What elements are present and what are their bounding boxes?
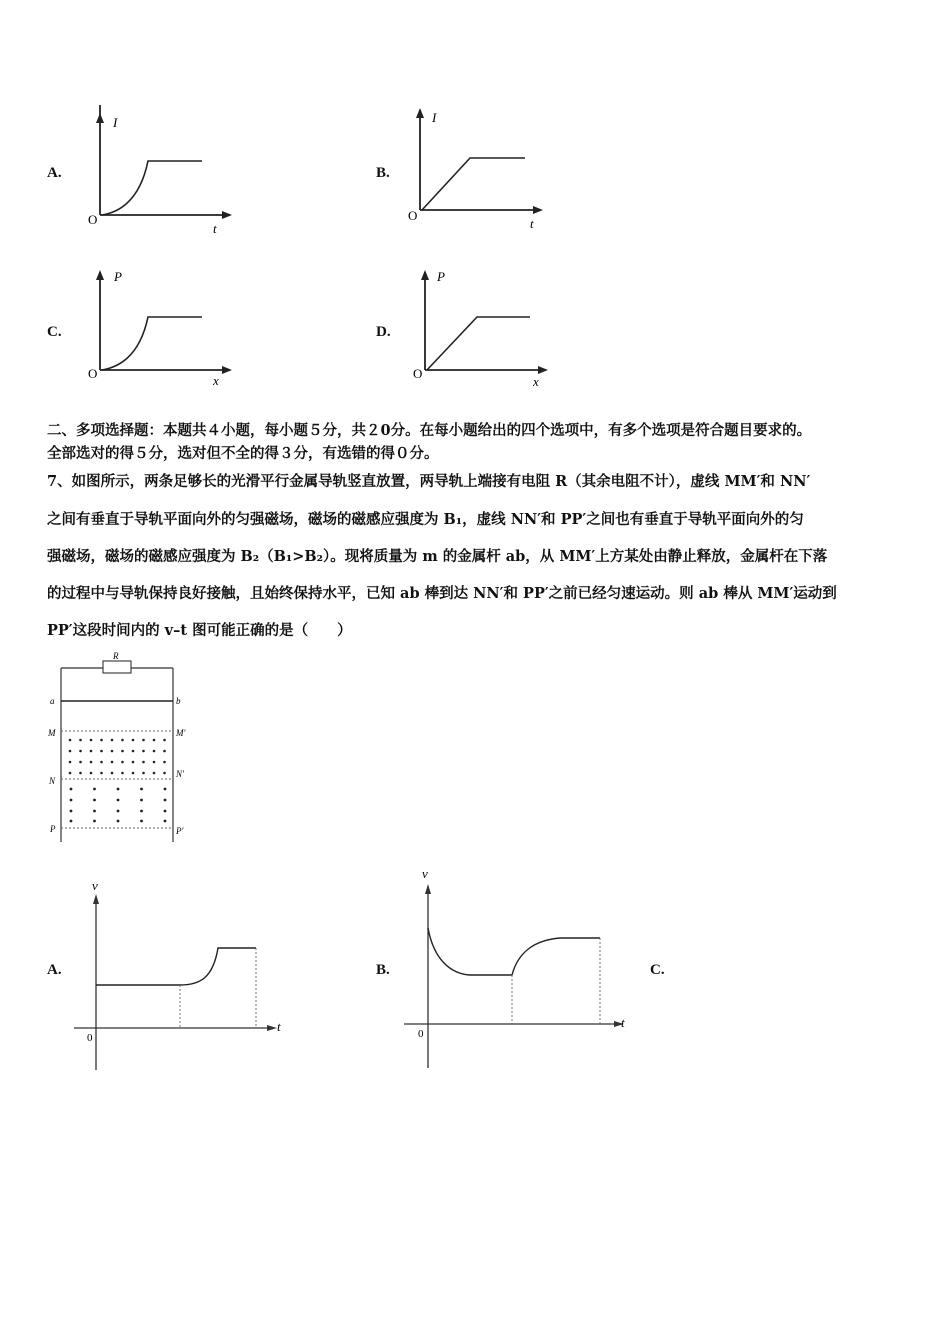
- field-dot-b1: [69, 739, 72, 742]
- field-dot-b2: [140, 788, 143, 791]
- option-a-label[interactable]: A.: [47, 165, 62, 181]
- field-dot-b2: [117, 788, 120, 791]
- option-a-xaxis: t: [213, 221, 217, 236]
- option-d-origin: O: [413, 366, 423, 381]
- answer-a-origin: 0: [87, 1032, 93, 1044]
- option-b-graph: [390, 100, 570, 240]
- option-c-label[interactable]: C.: [47, 324, 62, 340]
- field-dot-b1: [163, 772, 166, 775]
- field-dot-b1: [132, 761, 135, 764]
- answer-a-graph: [68, 878, 288, 1078]
- question7-line2: 之间有垂直于导轨平面向外的匀强磁场，磁场的磁感应强度为 B₁，虚线 NN′和 PP′之间也有垂直于导轨平面向外的匀: [47, 511, 804, 528]
- field-dot-b1: [142, 750, 145, 753]
- label-p: P: [50, 824, 56, 834]
- option-d-xaxis: x: [533, 374, 539, 389]
- option-b-xaxis: t: [530, 216, 534, 231]
- option-a-graph: [70, 105, 250, 245]
- option-b-yaxis: I: [432, 110, 437, 125]
- field-dot-b1: [153, 739, 156, 742]
- label-m: M: [48, 728, 56, 738]
- field-dot-b1: [100, 750, 103, 753]
- option-a-origin: O: [88, 212, 98, 227]
- answer-c-label[interactable]: C.: [650, 962, 665, 978]
- field-dot-b2: [164, 799, 167, 802]
- field-dot-b1: [153, 772, 156, 775]
- field-dot-b1: [90, 739, 93, 742]
- answer-b-label[interactable]: B.: [376, 962, 390, 978]
- question7-line1: 7、如图所示，两条足够长的光滑平行金属导轨竖直放置，两导轨上端接有电阻 R（其余电阻不计），虚线 MM′和 NN′: [47, 473, 811, 490]
- option-c-yaxis: P: [114, 269, 122, 284]
- label-b: b: [176, 696, 181, 706]
- field-dot-b2: [93, 810, 96, 813]
- field-dot-b1: [111, 750, 114, 753]
- answer-a-label[interactable]: A.: [47, 962, 62, 978]
- field-dot-b1: [79, 772, 82, 775]
- option-c-origin: O: [88, 366, 98, 381]
- question7-line5: PP′这段时间内的 v–t 图可能正确的是（ ）: [47, 622, 352, 639]
- section-heading-line2: 全部选对的得５分，选对但不全的得３分，有选错的得０分。: [47, 445, 439, 462]
- field-b1-dots: [69, 739, 166, 775]
- option-d-curve: [427, 317, 530, 370]
- field-dot-b2: [93, 820, 96, 823]
- field-dot-b1: [90, 761, 93, 764]
- option-d-label[interactable]: D.: [376, 324, 391, 340]
- label-p-prime: P′: [176, 826, 184, 836]
- option-c-curve: [102, 317, 202, 370]
- option-d-graph: [395, 262, 575, 402]
- field-dot-b2: [93, 788, 96, 791]
- field-dot-b2: [70, 810, 73, 813]
- resistor: [103, 661, 131, 673]
- field-dot-b1: [121, 761, 124, 764]
- field-dot-b2: [93, 799, 96, 802]
- field-dot-b1: [79, 750, 82, 753]
- field-dot-b1: [121, 739, 124, 742]
- field-dot-b1: [111, 739, 114, 742]
- field-dot-b1: [79, 761, 82, 764]
- field-dot-b1: [111, 772, 114, 775]
- field-b2-dots: [70, 788, 167, 823]
- field-dot-b2: [140, 820, 143, 823]
- option-a-yaxis: I: [113, 115, 118, 130]
- field-dot-b1: [121, 772, 124, 775]
- field-dot-b2: [117, 810, 120, 813]
- answer-b-yaxis: v: [422, 866, 428, 881]
- field-dot-b1: [132, 772, 135, 775]
- field-dot-b2: [140, 799, 143, 802]
- field-dot-b1: [163, 750, 166, 753]
- answer-b-xaxis: t: [621, 1015, 625, 1030]
- field-dot-b1: [90, 772, 93, 775]
- answer-a-yaxis: v: [92, 878, 98, 893]
- option-c-graph: [70, 262, 250, 402]
- option-c-xaxis: x: [213, 373, 219, 388]
- option-b-origin: O: [408, 208, 418, 223]
- field-dot-b1: [100, 739, 103, 742]
- field-dot-b2: [140, 810, 143, 813]
- field-dot-b2: [164, 810, 167, 813]
- field-dot-b1: [69, 750, 72, 753]
- field-dot-b1: [132, 750, 135, 753]
- answer-b-origin: 0: [418, 1028, 424, 1040]
- label-n-prime: N′: [176, 769, 184, 779]
- question7-line4: 的过程中与导轨保持良好接触，且始终保持水平，已知 ab 棒到达 NN′和 PP′之前已经匀速运动。则 ab 棒从 MM′运动到: [47, 585, 837, 602]
- answer-b-graph: [400, 866, 635, 1076]
- option-b-label[interactable]: B.: [376, 165, 390, 181]
- field-dot-b1: [121, 750, 124, 753]
- option-d-yaxis: P: [437, 269, 445, 284]
- section-heading-line1: 二、多项选择题：本题共４小题，每小题５分，共２0分。在每小题给出的四个选项中，有多个选项是符合题目要求的。: [47, 422, 812, 439]
- field-dot-b1: [100, 772, 103, 775]
- field-dot-b2: [70, 788, 73, 791]
- field-dot-b1: [90, 750, 93, 753]
- field-dot-b2: [117, 820, 120, 823]
- answer-a-curve: [96, 948, 256, 985]
- field-dot-b2: [164, 788, 167, 791]
- field-dot-b1: [153, 750, 156, 753]
- field-dot-b1: [142, 739, 145, 742]
- label-a: a: [50, 696, 55, 706]
- question7-line3: 强磁场，磁场的磁感应强度为 B₂（B₁>B₂）。现将质量为 m 的金属杆 ab，从 MM′上方某处由静止释放，金属杆在下落: [47, 548, 828, 565]
- field-dot-b2: [70, 799, 73, 802]
- field-dot-b2: [117, 799, 120, 802]
- rail-field-figure: [45, 648, 205, 848]
- option-b-curve: [422, 158, 525, 210]
- resistor-label: R: [113, 651, 119, 661]
- field-dot-b1: [69, 772, 72, 775]
- field-dot-b1: [100, 761, 103, 764]
- field-dot-b1: [163, 761, 166, 764]
- field-dot-b1: [153, 761, 156, 764]
- field-dot-b2: [70, 820, 73, 823]
- field-dot-b1: [132, 739, 135, 742]
- field-dot-b1: [79, 739, 82, 742]
- field-dot-b1: [142, 772, 145, 775]
- field-dot-b1: [163, 739, 166, 742]
- answer-a-xaxis: t: [277, 1019, 281, 1034]
- field-dot-b1: [111, 761, 114, 764]
- field-dot-b1: [142, 761, 145, 764]
- field-dot-b1: [69, 761, 72, 764]
- field-dot-b2: [164, 820, 167, 823]
- answer-b-curve: [428, 928, 600, 975]
- label-n: N: [49, 776, 56, 786]
- option-a-curve: [102, 161, 202, 215]
- label-m-prime: M′: [176, 728, 186, 738]
